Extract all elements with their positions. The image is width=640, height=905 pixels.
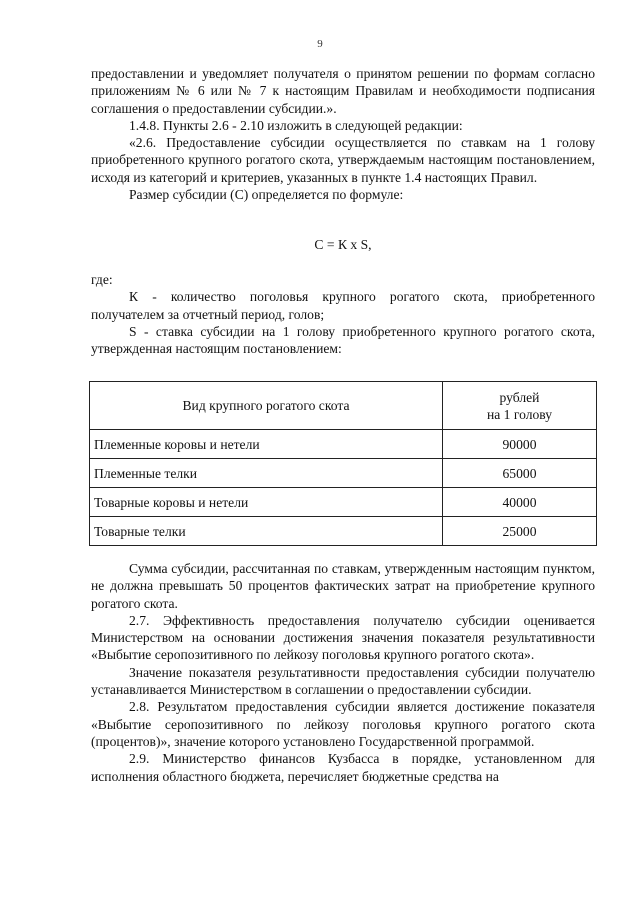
where-label: где: bbox=[91, 272, 113, 287]
page-number: 9 bbox=[317, 38, 323, 50]
table-header-row bbox=[90, 382, 597, 430]
paragraph: Сумма субсидии, рассчитанная по ставкам, утвержденным настоящим пунктом, не должна превышать 50 процентов фактических затрат на приобретение крупного рогатого скота. bbox=[91, 561, 595, 611]
paragraph: 2.7. Эффективность предоставления получателю субсидии оценивается Министерством на основании достижения значения показателя результативности «Выбытие серопозитивного по лейкозу поголовья крупного рогатого скота». bbox=[91, 612, 595, 663]
livestock-type-cell: Племенные коровы и нетели bbox=[90, 430, 443, 459]
subsidy-rates-table bbox=[89, 381, 597, 546]
livestock-type-cell: Товарные коровы и нетели bbox=[90, 488, 443, 517]
definitions-block bbox=[91, 271, 595, 357]
rate-cell: 90000 bbox=[443, 430, 597, 459]
formula: С = К x S, bbox=[314, 237, 372, 252]
paragraph: Размер субсидии (С) определяется по формуле: bbox=[129, 187, 404, 203]
paragraph: 1.4.8. Пункты 2.6 - 2.10 изложить в следующей редакции: bbox=[129, 117, 463, 133]
paragraph: предоставлении и уведомляет получателя о принятом решении по формам согласно приложениям № 6 или № 7 к настоящим Правилам и необходимости подписания соглашения о предоставлении субсидии.». bbox=[91, 66, 595, 116]
header-livestock-type: Вид крупного рогатого скота bbox=[90, 382, 443, 430]
paragraph: «2.6. Предоставление субсидии осуществляется по ставкам на 1 голову приобретенного крупного рогатого скота, утверждаемым настоящим постановлением, исходя из категорий и критериев, указанных в пункте 1.4 настоящих Правил. bbox=[91, 135, 595, 185]
livestock-type-cell: Товарные телки bbox=[90, 517, 443, 546]
top-text-block bbox=[91, 65, 595, 203]
bottom-text-block bbox=[91, 560, 595, 785]
definition-s: S - ставка субсидии на 1 голову приобретенного крупного рогатого скота, утвержденная настоящим постановлением: bbox=[91, 323, 595, 357]
livestock-type-cell: Племенные телки bbox=[90, 459, 443, 488]
table-row bbox=[90, 488, 597, 517]
paragraph: 2.8. Результатом предоставления субсидии является достижение показателя «Выбытие серопозитивного по лейкозу поголовья крупного рогатого скота (процентов)», значение которого установлено Государственной программой. bbox=[91, 699, 595, 749]
header-rate: рублей на 1 голову bbox=[443, 382, 597, 430]
table-row bbox=[90, 430, 597, 459]
rate-cell: 40000 bbox=[443, 488, 597, 517]
table-row bbox=[90, 517, 597, 546]
table-row bbox=[90, 459, 597, 488]
paragraph: Значение показателя результативности предоставления субсидии получателю устанавливается Министерством в соглашении о предоставлении субсидии. bbox=[91, 664, 595, 698]
definition-k: К - количество поголовья крупного рогатого скота, приобретенного получателем за отчетный период, голов; bbox=[91, 289, 595, 322]
rate-cell: 65000 bbox=[443, 459, 597, 488]
rate-cell: 25000 bbox=[443, 517, 597, 546]
paragraph: 2.9. Министерство финансов Кузбасса в порядке, установленном для исполнения областного бюджета, перечисляет бюджетные средства на bbox=[91, 751, 595, 784]
